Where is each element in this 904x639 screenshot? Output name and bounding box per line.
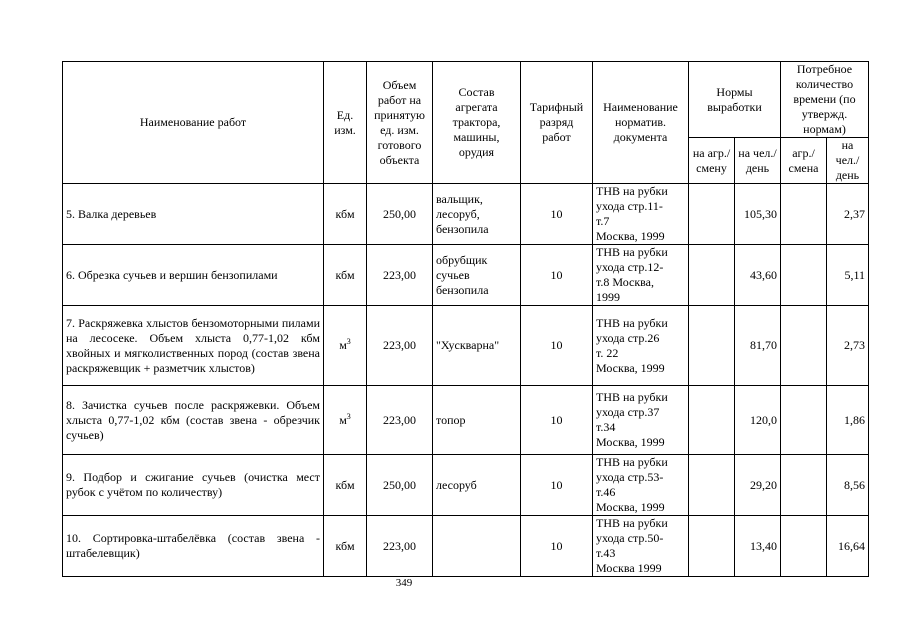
cell-document: ТНВ на рубки ухода стр.53- т.46 Москва, 1999 [593, 455, 689, 516]
cell-document: ТНВ на рубки ухода стр.50- т.43 Москва 1999 [593, 516, 689, 577]
cell-composition: "Хускварна" [433, 306, 521, 386]
cell-time-chel: 5,11 [827, 245, 869, 306]
cell-name: 8. Зачистка сучьев после раскряжевки. Объем хлыста 0,77-1,02 кбм (состав звена - обрезчик сучьев) [63, 386, 324, 455]
cell-norms-chel: 43,60 [735, 245, 781, 306]
subheader-norms-chel: на чел./ день [735, 138, 781, 184]
cell-composition: вальщик, лесоруб, бензопила [433, 184, 521, 245]
table-row [63, 386, 869, 455]
cell-unit: кбм [324, 245, 367, 306]
cell-rank: 10 [521, 516, 593, 577]
cell-rank: 10 [521, 455, 593, 516]
subheader-norms-agr: на агр./ смену [689, 138, 735, 184]
cell-time-agr [781, 306, 827, 386]
cell-document: ТНВ на рубки ухода стр.26 т. 22 Москва, 1999 [593, 306, 689, 386]
cell-norms-agr [689, 245, 735, 306]
cell-volume: 250,00 [367, 455, 433, 516]
header-rank: Тарифный разряд работ [521, 62, 593, 184]
subheader-time-agr: агр./ смена [781, 138, 827, 184]
cell-volume: 223,00 [367, 306, 433, 386]
cell-name: 10. Сортировка-штабелёвка (состав звена - штабелевщик) [63, 516, 324, 577]
cell-rank: 10 [521, 184, 593, 245]
cell-unit: $м^3$ [324, 306, 367, 386]
cell-volume: 223,00 [367, 516, 433, 577]
cell-composition: топор [433, 386, 521, 455]
cell-time-agr [781, 455, 827, 516]
cell-time-agr [781, 184, 827, 245]
header-time: Потребное количество времени (по утвержд. нормам) [781, 62, 869, 138]
cell-time-chel: 8,56 [827, 455, 869, 516]
header-unit: Ед. изм. [324, 62, 367, 184]
table-row [63, 455, 869, 516]
header-volume: Объем работ на принятую ед. изм. готового объекта [367, 62, 433, 184]
cell-norms-chel: 120,0 [735, 386, 781, 455]
cell-name: 6. Обрезка сучьев и вершин бензопилами [63, 245, 324, 306]
cell-norms-chel: 105,30 [735, 184, 781, 245]
cell-norms-chel: 29,20 [735, 455, 781, 516]
cell-rank: 10 [521, 386, 593, 455]
page-number: 349 [395, 577, 413, 589]
header-name: Наименование работ [63, 62, 324, 184]
header-document: Наименование норматив. документа [593, 62, 689, 184]
cell-norms-chel: 13,40 [735, 516, 781, 577]
cell-document: ТНВ на рубки ухода стр.11- т.7 Москва, 1999 [593, 184, 689, 245]
table-row [63, 306, 869, 386]
table-row [63, 184, 869, 245]
header-norms: Нормы выработки [689, 62, 781, 138]
cell-norms-agr [689, 516, 735, 577]
cell-unit: $м^3$ [324, 386, 367, 455]
cell-volume: 250,00 [367, 184, 433, 245]
cell-composition: обрубщик сучьев бензопила [433, 245, 521, 306]
cell-rank: 10 [521, 306, 593, 386]
cell-norms-chel: 81,70 [735, 306, 781, 386]
cell-time-chel: 1,86 [827, 386, 869, 455]
cell-norms-agr [689, 386, 735, 455]
cell-time-chel: 16,64 [827, 516, 869, 577]
cell-time-chel: 2,37 [827, 184, 869, 245]
cell-volume: 223,00 [367, 386, 433, 455]
cell-composition [433, 516, 521, 577]
table-row [63, 516, 869, 577]
cell-norms-agr [689, 184, 735, 245]
table-row [63, 245, 869, 306]
cell-unit: кбм [324, 455, 367, 516]
cell-name: 7. Раскряжевка хлыстов бензомоторными пилами на лесосеке. Объем хлыста 0,77-1,02 кбм хвойных и мягколиственных пород (состав звена раскряжевщик + разметчик хлыстов) [63, 306, 324, 386]
cell-document: ТНВ на рубки ухода стр.12- т.8 Москва, 1999 [593, 245, 689, 306]
norms-table [62, 61, 869, 577]
cell-norms-agr [689, 455, 735, 516]
cell-time-agr [781, 516, 827, 577]
cell-unit: кбм [324, 184, 367, 245]
subheader-time-chel: на чел./ день [827, 138, 869, 184]
cell-rank: 10 [521, 245, 593, 306]
header-row [63, 62, 869, 138]
cell-composition: лесоруб [433, 455, 521, 516]
header-composition: Состав агрегата трактора, машины, орудия [433, 62, 521, 184]
cell-unit: кбм [324, 516, 367, 577]
cell-name: 5. Валка деревьев [63, 184, 324, 245]
cell-time-agr [781, 245, 827, 306]
cell-volume: 223,00 [367, 245, 433, 306]
cell-name: 9. Подбор и сжигание сучьев (очистка мест рубок с учётом по количеству) [63, 455, 324, 516]
cell-time-chel: 2,73 [827, 306, 869, 386]
cell-time-agr [781, 386, 827, 455]
cell-document: ТНВ на рубки ухода стр.37 т.34 Москва, 1999 [593, 386, 689, 455]
cell-norms-agr [689, 306, 735, 386]
